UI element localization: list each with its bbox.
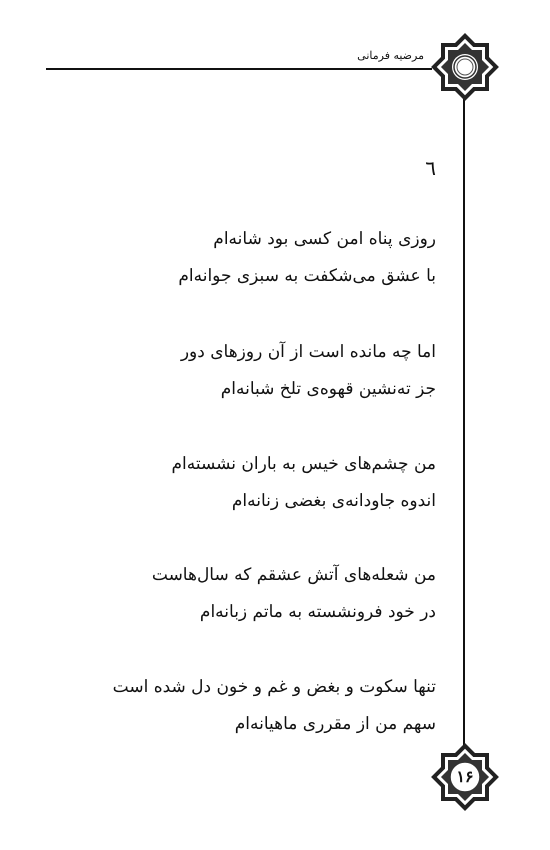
poem-line: جز ته‌نشین قهوه‌ی تلخ شبانه‌ام — [220, 379, 436, 399]
rosette-ornament-icon — [428, 30, 502, 104]
header-rule — [46, 68, 432, 70]
poem-line: تنها سکوت و بغض و غم و خون دل شده است — [112, 677, 436, 697]
side-rule — [463, 98, 465, 748]
poem-line: من چشم‌های خیس به باران نشسته‌ام — [171, 454, 436, 474]
poem-number: ٦ — [425, 156, 436, 180]
poem-line: اندوه جاودانه‌ی بغضی زنانه‌ام — [231, 491, 436, 511]
poem-line: اما چه مانده است از آن روزهای دور — [180, 342, 436, 362]
poem-line: سهم من از مقرری ماهیانه‌ام — [234, 714, 436, 734]
running-head-author: مرضیه فرمانی — [357, 49, 424, 62]
poem-line: با عشق می‌شکفت به سبزی جوانه‌ام — [178, 266, 436, 286]
page-number: ١۶ — [456, 767, 474, 786]
poem-line: روزی پناه امن کسی بود شانه‌ام — [213, 229, 436, 249]
poem-line: من شعله‌های آتش عشقم که سال‌هاست — [151, 565, 436, 585]
poem-line: در خود فرونشسته به ماتم زبانه‌ام — [199, 602, 436, 622]
